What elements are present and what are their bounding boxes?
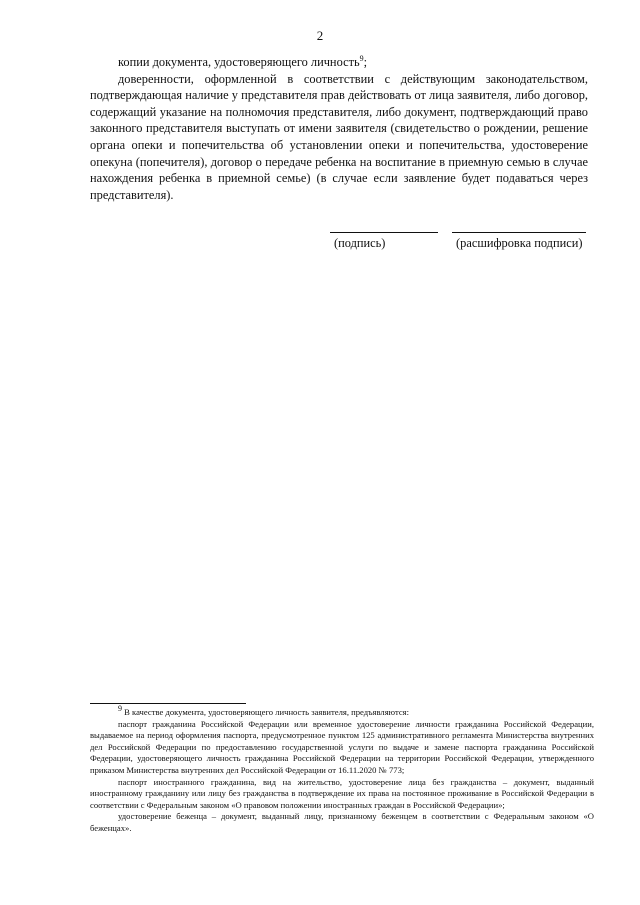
signature-decoding-label: (расшифровка подписи) — [456, 236, 583, 250]
document-body — [90, 54, 588, 203]
footnotes — [90, 704, 594, 835]
item-terminator: ; — [363, 55, 368, 69]
footnote-separator — [90, 703, 246, 704]
document-list-item-identity — [90, 54, 588, 71]
footnote-intro-text: В качестве документа, удостоверяющего личность заявителя, предъявляются: — [124, 707, 409, 717]
footnote-refugee-certificate: удостоверение беженца – документ, выданный лицу, признанному беженцем в соответствии с Федеральным законом «О беженцах». — [90, 811, 594, 833]
footnote-intro — [90, 704, 594, 719]
signature-line — [330, 232, 438, 233]
footnote-passport-rf: паспорт гражданина Российской Федерации или временное удостоверение личности гражданина Российской Федерации, выдаваемое на период оформления паспорта, предусмотренное пунктом 125 административного регламента Министерства внутренних дел Российской Федерации по предоставлению государственной услуги по выдаче и замене паспорта гражданина Российской Федерации, удостоверяющего личность гражданина Российской Федерации на территории Российской Федерации, утвержденного приказом Министерства внутренних дел Российской Федерации от 16.11.2020 № 773; — [90, 718, 594, 775]
footnote-reference[interactable]: 9 — [359, 53, 364, 63]
signature-label: (подпись) — [334, 236, 386, 250]
footnote-foreign-passport: паспорт иностранного гражданина, вид на жительство, удостоверение лица без гражданства – документ, выданный иностранному гражданину или лицу без гражданства в подтверждение их права на постоянное проживание в Российской Федерации в соответствии с Федеральным законом «О правовом положении иностранных граждан в Российской Федерации»; — [90, 776, 594, 810]
document-list-item-power-of-attorney: доверенности, оформленной в соответствии с действующим законодательством, подтверждающая наличие у представителя прав действовать от лица заявителя, либо договор, содержащий указание на полномочия представителя, либо документ, подтверждающий право законного представителя выступать от имени заявителя (свидетельство о рождении, решение органа опеки и попечительства об установлении опеки и попечительства, удостоверение опекуна (попечителя), договор о передаче ребенка на воспитание в приемную семью в случае нахождения ребенка в приемной семье) (в случае если заявление будет подаваться через представителя). — [90, 71, 588, 202]
footnote-number: 9 — [118, 704, 122, 714]
identity-copy-text: копии документа, удостоверяющего личность — [118, 55, 360, 69]
signature-decoding-line — [452, 232, 586, 233]
page-number: 2 — [316, 28, 324, 43]
